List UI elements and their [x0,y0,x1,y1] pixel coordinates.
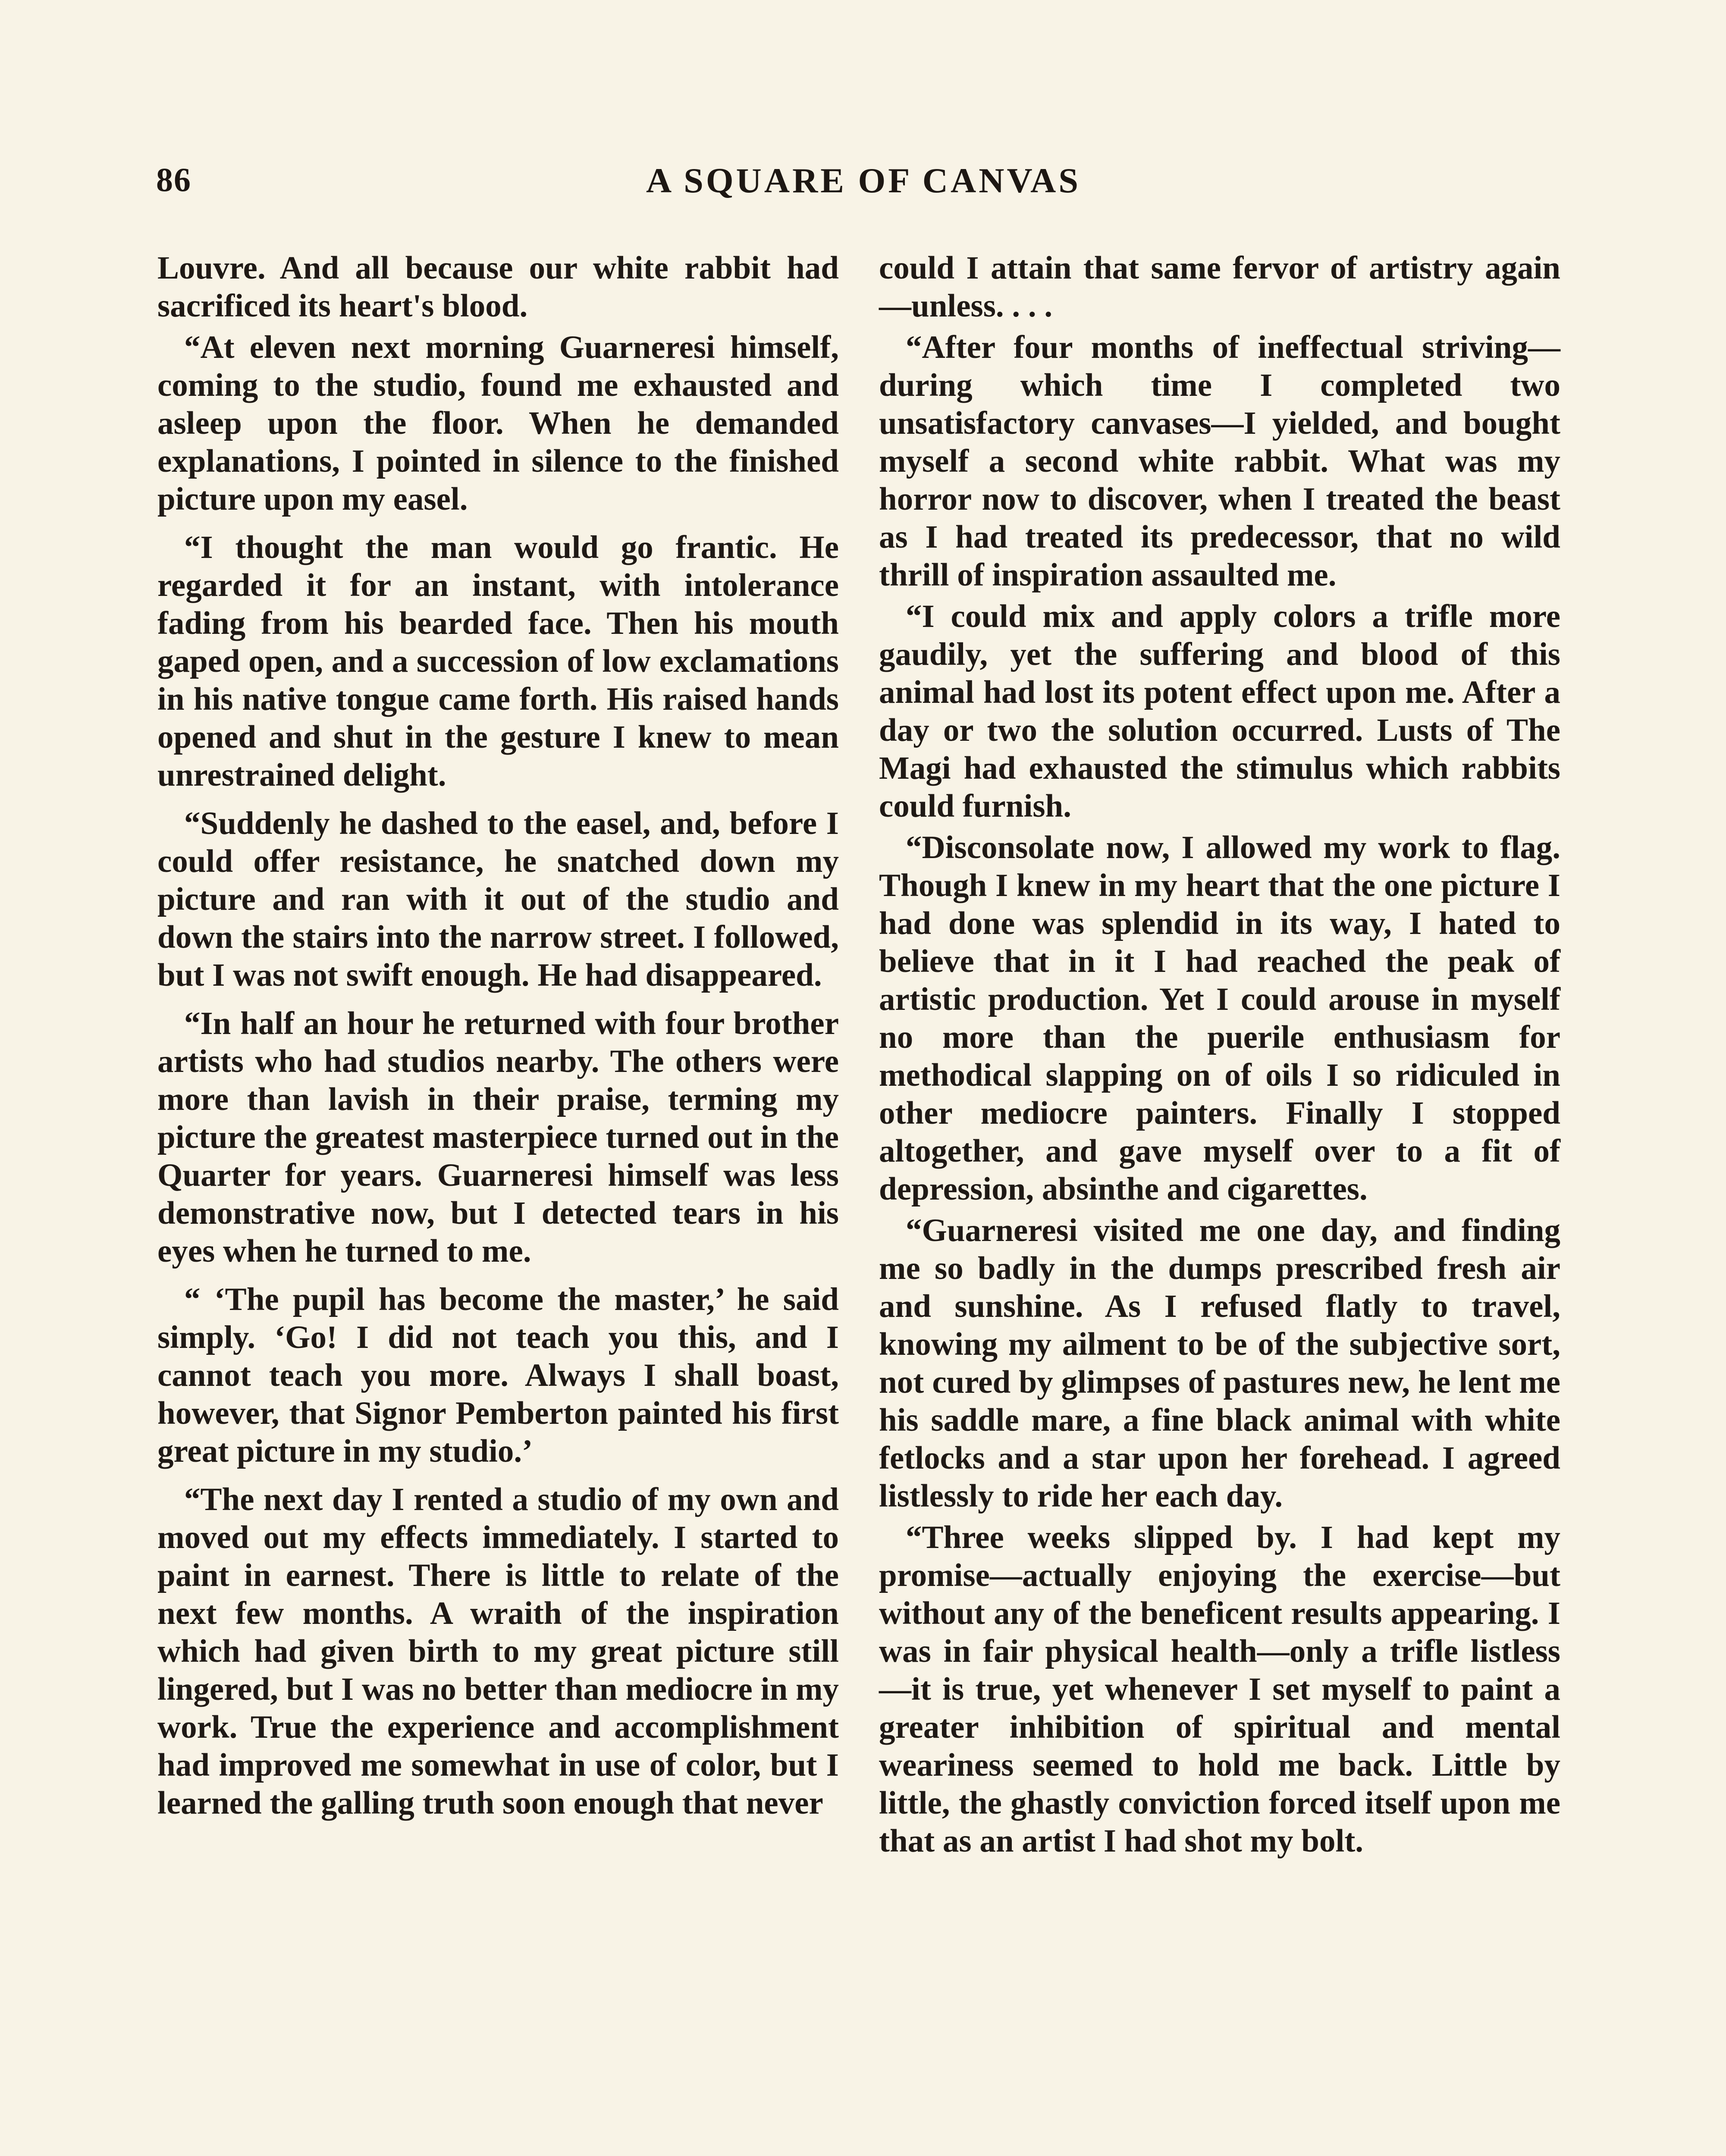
running-title: A SQUARE OF CANVAS [646,161,1081,200]
paragraph: “The next day I rented a studio of my own and moved out my effects immediately. I started to paint in earnest. There is little to relate of the next few months. A wraith of the inspiration which had given birth to my great picture still lingered, but I was no better than mediocre in my work. True the experience and accomplishment had improved me somewhat in use of color, but I learned the galling truth soon enough that never [157,1482,839,1821]
paragraph: “Disconsolate now, I allowed my work to flag. Though I knew in my heart that the one picture I had done was splendid in its way, I hated to believe that in it I had reached the peak of artistic production. Yet I could arouse in myself no more than the puerile enthusiasm for methodical slapping on of oils I so ridiculed in other mediocre painters. Finally I stopped altogether, and gave myself over to a fit of depression, absinthe and cigarettes. [879,830,1560,1207]
page-number: 86 [156,161,191,198]
paragraph: “Guarneresi visited me one day, and finding me so badly in the dumps prescribed fresh air and sunshine. As I refused flatly to travel, knowing my ailment to be of the subjective sort, not cured by glimpses of pastures new, he lent me his saddle mare, a fine black animal with white fetlocks and a star upon her forehead. I agreed listlessly to ride her each day. [879,1213,1560,1514]
paragraph: “After four months of ineffectual striving—during which time I completed two unsatisfactory canvases—I yielded, and bought myself a second white rabbit. What was my horror now to discover, when I treated the beast as I had treated its predecessor, that no wild thrill of inspiration assaulted me. [879,329,1560,593]
paragraph: “I thought the man would go frantic. He regarded it for an instant, with intolerance fading from his bearded face. Then his mouth gaped open, and a succession of low exclamations in his native tongue came forth. His raised hands opened and shut in the gesture I knew to mean unrestrained delight. [157,530,839,793]
paragraph: could I attain that same fervor of artistry again—unless. . . . [879,250,1560,324]
right-column [879,249,1560,1860]
paragraph: “Three weeks slipped by. I had kept my promise—actually enjoying the exercise—but without any of the beneficent results appearing. I was in fair physical health—only a trifle listless—it is true, yet whenever I set myself to paint a greater inhibition of spiritual and mental weariness seemed to hold me back. Little by little, the ghastly conviction forced itself upon me that as an artist I had shot my bolt. [879,1520,1560,1859]
page-header [156,160,1571,212]
paragraph: “At eleven next morning Guarneresi himself, coming to the studio, found me exhausted and asleep upon the floor. When he demanded explanations, I pointed in silence to the finished picture upon my easel. [157,329,839,517]
paragraph: “I could mix and apply colors a trifle more gaudily, yet the suffering and blood of this animal had lost its potent effect upon me. After a day or two the solution occurred. Lusts of The Magi had exhausted the stimulus which rabbits could furnish. [879,599,1560,824]
paragraph: “ ‘The pupil has become the master,’ he said simply. ‘Go! I did not teach you this, and I cannot teach you more. Always I shall boast, however, that Signor Pemberton painted his first great picture in my studio.’ [157,1282,839,1469]
left-column [157,249,839,1822]
paragraph: Louvre. And all because our white rabbit had sacrificed its heart's blood. [157,250,839,324]
paragraph: “Suddenly he dashed to the easel, and, before I could offer resistance, he snatched down my picture and ran with it out of the studio and down the stairs into the narrow street. I followed, but I was not swift enough. He had disappeared. [157,805,839,993]
paragraph: “In half an hour he returned with four brother artists who had studios nearby. The others were more than lavish in their praise, terming my picture the greatest masterpiece turned out in the Quarter for years. Guarneresi himself was less demonstrative now, but I detected tears in his eyes when he turned to me. [157,1006,839,1269]
